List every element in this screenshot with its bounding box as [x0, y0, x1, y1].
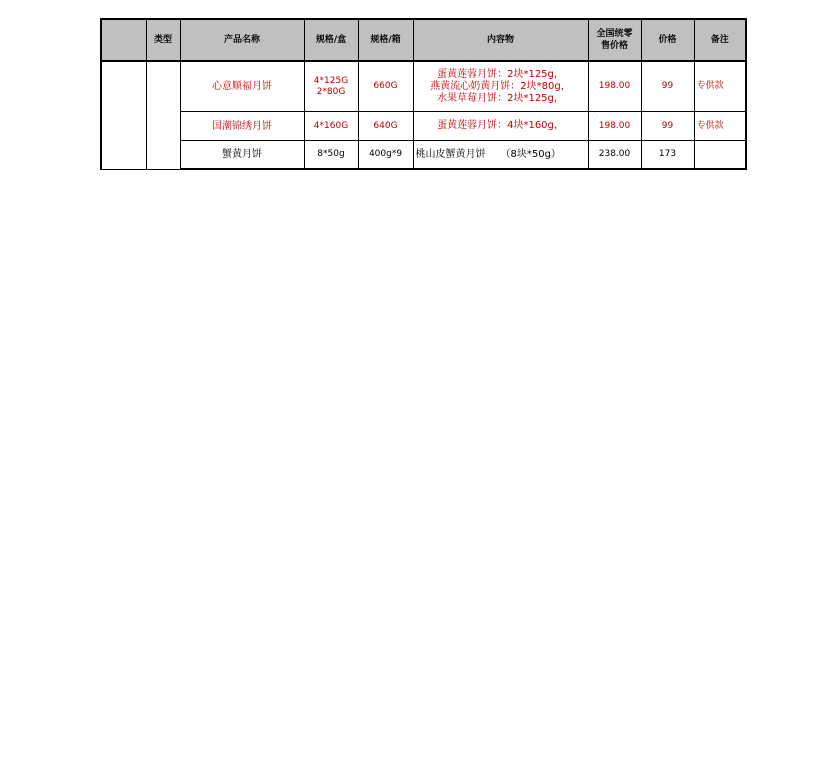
contents-line1: 蛋黄莲蓉月饼：2块*125g， [437, 68, 564, 80]
header-remark: 备注 [694, 19, 746, 61]
contents-line2: 燕黄流心奶黄月饼：2块*80g， [430, 80, 571, 92]
retail-price-cell: 198.00 [588, 61, 641, 112]
header-price: 价格 [641, 19, 694, 61]
retail-price-cell: 198.00 [588, 112, 641, 141]
spec-case-cell: 400g*9 [358, 141, 413, 170]
product-name-cell: 国潮锦绣月饼 [180, 112, 304, 141]
retail-price-cell: 238.00 [588, 141, 641, 170]
header-blank [101, 19, 146, 61]
remark-cell: 专供款 [694, 61, 746, 112]
header-product-name: 产品名称 [180, 19, 304, 61]
product-price-table [100, 18, 747, 170]
product-name-cell: 心意顺福月饼 [180, 61, 304, 112]
header-contents: 内容物 [413, 19, 588, 61]
contents-cell [413, 61, 588, 112]
spec-box-line2: 2*80G [316, 86, 346, 97]
product-name-cell: 蟹黄月饼 [180, 141, 304, 170]
remark-cell [694, 141, 746, 170]
spec-box-line1: 4*125G [313, 75, 349, 86]
header-spec-box: 规格/盒 [304, 19, 358, 61]
header-row [101, 19, 746, 61]
table-row [101, 141, 746, 170]
spec-case-cell: 640G [358, 112, 413, 141]
table-row [101, 61, 746, 112]
spec-case-cell: 660G [358, 61, 413, 112]
table-row [101, 112, 746, 141]
header-retail-price-line1: 全国统零 [596, 29, 633, 39]
spec-box-cell: 4*160G [304, 112, 358, 141]
contents-cell: 桃山皮蟹黄月饼 （8块*50g） [413, 141, 588, 170]
header-retail-price-line2: 售价格 [600, 41, 628, 51]
header-retail-price [588, 19, 641, 61]
price-cell: 99 [641, 61, 694, 112]
header-spec-case: 规格/箱 [358, 19, 413, 61]
merged-blank-cell [101, 61, 146, 169]
spec-box-cell [304, 61, 358, 112]
price-cell: 99 [641, 112, 694, 141]
contents-cell: 蛋黄莲蓉月饼：4块*160g， [413, 112, 588, 141]
spec-box-cell: 8*50g [304, 141, 358, 170]
contents-line3: 水果草莓月饼：2块*125g， [437, 92, 564, 104]
remark-cell: 专供款 [694, 112, 746, 141]
header-type: 类型 [146, 19, 180, 61]
merged-type-cell [146, 61, 180, 169]
price-cell: 173 [641, 141, 694, 170]
